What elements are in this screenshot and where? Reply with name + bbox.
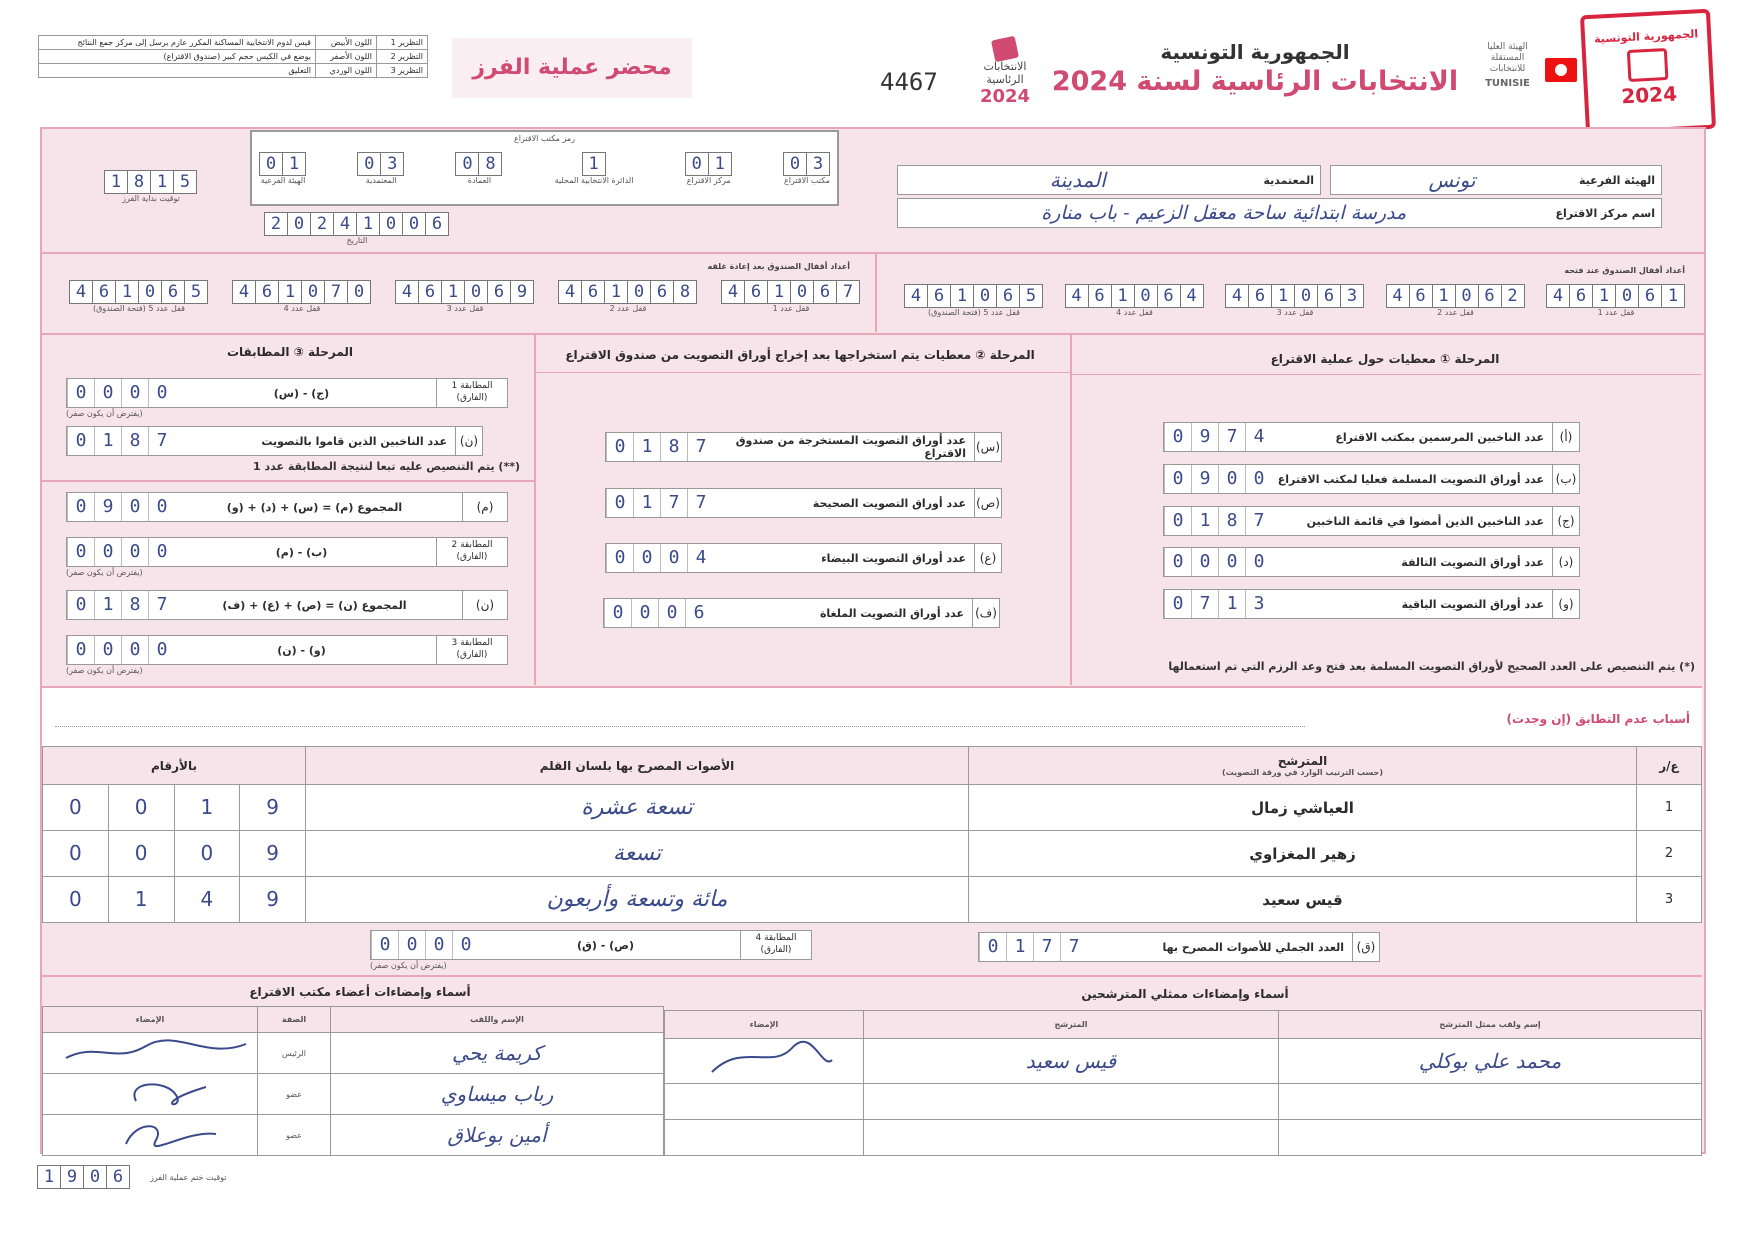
code-local-district: 1 الدائرة الانتخابية المحلية	[554, 154, 634, 185]
phase1-row-a: (أ) عدد الناخبين المرسمين بمكتب الاقتراع 0 9 7 4	[1163, 422, 1580, 452]
locks-after-title: أعداد أقفال الصندوق بعد إعادة غلقه	[707, 262, 850, 271]
rep-row	[665, 1084, 1702, 1120]
ballot-box-icon	[991, 36, 1019, 63]
locks-divider	[40, 252, 1704, 254]
start-time: 1 8 1 5 توقيت بداية الفرز	[105, 170, 197, 203]
match3-zero-note: (يفترض أن يكون صفر)	[66, 666, 143, 675]
member-row: كريمة يحي الرئيس	[43, 1033, 664, 1074]
match1-zero-note: (يفترض أن يكون صفر)	[66, 409, 143, 418]
lock-after-2: 4 6 1 0 6 8 قفل عدد 2	[559, 280, 697, 313]
member-row: رباب ميساوي عضو	[43, 1074, 664, 1115]
regional-field: الهيئة الفرعية تونس	[1330, 165, 1662, 195]
signature-image	[43, 1115, 258, 1156]
center-field: اسم مركز الاقتراع مدرسة ابتدائية ساحة معقل الزعيم - باب منارة	[897, 198, 1662, 228]
locks-after-group	[70, 280, 860, 313]
start-time-digits: 1 8 1 5	[105, 170, 197, 194]
members-header-row: الإسم واللقب الصفة الإمضاء	[43, 1007, 664, 1033]
date-digits: 2 0 2 4 1 0 0 6	[265, 212, 449, 236]
phase1-row-d: (د) عدد أوراق التصويت التالفة 0 0 0 0	[1163, 547, 1580, 577]
document-title-box	[452, 38, 692, 98]
phase1-row-w: (و) عدد أوراق التصويت الباقية 0 7 1 3	[1163, 589, 1580, 619]
phase2-row-ain: (ع) عدد أوراق التصويت البيضاء 0 0 0 4	[605, 543, 1002, 573]
phase1-row-j: (ج) عدد الناخبين الذين أمضوا في قائمة الناخبين 0 1 8 7	[1163, 506, 1580, 536]
match3-row: المطابقة 3 (الفارق) (و) - (ن) 0 0 0 0	[66, 635, 508, 665]
phase3-mid-divider	[42, 480, 534, 482]
signature-image	[665, 1039, 864, 1084]
date-field: 2 0 2 4 1 0 0 6 التاريخ	[265, 212, 449, 245]
voted-row: (ن) عدد الناخبين الذين قاموا بالتصويت 0 1 8 7	[66, 426, 483, 456]
code-delegation: 0 3 المعتمدية	[358, 152, 404, 185]
delegation-field: المعتمدية المدينة	[897, 165, 1321, 195]
lock-after-1: 4 6 1 0 6 7 قفل عدد 1	[722, 280, 860, 313]
document-title: محضر عملية الفرز	[472, 55, 672, 80]
phase1-title: المرحلة ① معطيات حول عملية الاقتراع	[1270, 352, 1500, 366]
match1-row: المطابقة 1 (الفارق) (ج) - (س) 0 0 0 0	[66, 378, 508, 408]
election-logo: الانتخابات الرئاسية 2024	[970, 38, 1040, 107]
code-office: 0 3 مكتب الاقتراع	[783, 154, 830, 185]
result-row: 2 زهير المغزاوي تسعة 0 0 0 9	[43, 831, 1702, 877]
lock-before-5: 4 6 1 0 6 5 قفل عدد 5 (فتحة الصندوق)	[905, 284, 1043, 317]
phase1-title-line	[1072, 374, 1702, 375]
sum-n-row: (ن) المجموع (ن) = (ص) + (ع) + (ف) 0 1 8 7	[66, 590, 508, 620]
result-row: 3 قيس سعيد مائة وتسعة وأربعون 0 1 4 9	[43, 877, 1702, 923]
copies-legend	[38, 35, 428, 78]
stamp-ballot-icon	[1627, 48, 1669, 82]
phase2-title: المرحلة ② معطيات يتم استخراجها بعد إخراج أوراق التصويت من صندوق الاقتراع	[565, 348, 1035, 362]
rep-row: محمد علي بوكلي قيس سعيد	[665, 1039, 1702, 1084]
election-title: الانتخابات الرئاسية لسنة 2024	[1051, 66, 1459, 97]
members-table	[42, 1006, 664, 1156]
phase2-title-line	[536, 372, 1070, 373]
match4-row: المطابقة 4 (الفارق) (ص) - (ق) 0 0 0 0	[370, 930, 812, 960]
total-votes-row: (ق) العدد الجملي للأصوات المصرح بها 0 1 7 7	[978, 932, 1380, 962]
phase1-row-b: (ب) عدد أوراق التصويت المسلمة فعليا لمكتب الاقتراع 0 9 0 0	[1163, 464, 1580, 494]
locks-before-group	[905, 284, 1685, 317]
signatures-divider	[42, 975, 1702, 977]
rep-row	[665, 1120, 1702, 1156]
result-row: 1 العياشي زمال تسعة عشرة 0 0 1 9	[43, 785, 1702, 831]
phase2-row-sad: (ص) عدد أوراق التصويت الصحيحة 0 1 7 7	[605, 488, 1002, 518]
phase3-title: المرحلة ③ المطابقات	[226, 345, 354, 359]
office-code-title: رمز مكتب الاقتراع	[513, 134, 576, 143]
serial-number: 4467	[880, 68, 938, 96]
lock-after-4: 4 6 1 0 7 0 قفل عدد 4	[233, 280, 371, 313]
results-table	[42, 746, 1702, 923]
locks-before-title: أعداد أقفال الصندوق عند فتحه	[1564, 266, 1685, 275]
signature-image	[43, 1074, 258, 1115]
lock-before-2: 4 6 1 0 6 2 قفل عدد 2	[1387, 284, 1525, 317]
phase2-row-s: (س) عدد أوراق التصويت المستخرجة من صندوق الاقتراع 0 1 8 7	[605, 432, 1002, 462]
code-regional: 0 1 الهيئة الفرعية	[260, 154, 306, 185]
lock-after-5: 4 6 1 0 6 5 قفل عدد 5 (فتحة الصندوق)	[70, 280, 208, 313]
legend-row: التظرير 2 اللون الأصفر يوضع في الكيس حجم كبير (صندوق الاقتراع)	[39, 50, 428, 64]
office-codes	[260, 152, 830, 185]
republic-title: الجمهورية التونسية	[1160, 40, 1350, 64]
results-header-row: ع/ر المترشح (حسب الترتيب الوارد في ورقة التصويت) الأصوات المصرح بها بلسان القلم بالأرقام	[43, 747, 1702, 785]
legend-row: التظرير 1 اللون الأبيض قيس لدوم الانتخابية المساكنة المكرر عازم يرسل إلى مركز جمع النتائج	[39, 36, 428, 50]
voted-note: (**) يتم التنصيص عليه تبعا لنتيجة المطابقة عدد 1	[253, 460, 520, 473]
end-time-digits: 1 9 0 6	[38, 1165, 130, 1189]
isie-logo: الهيئة العليا المستقلة للانتخابات TUNISIE	[1485, 42, 1530, 89]
reps-table	[664, 1010, 1702, 1156]
match2-zero-note: (يفترض أن يكون صفر)	[66, 568, 143, 577]
phase2-row-fa: (ف) عدد أوراق التصويت الملغاة 0 0 0 6	[603, 598, 1000, 628]
end-time: 1 9 0 6 توقيت ختم عملية الفرز	[38, 1165, 227, 1189]
discrepancy-label: أسباب عدم التطابق (إن وجدت)	[1506, 712, 1690, 726]
lock-before-1: 4 6 1 0 6 1 قفل عدد 1	[1547, 284, 1685, 317]
lock-before-3: 4 6 1 0 6 3 قفل عدد 3	[1226, 284, 1364, 317]
reps-title: أسماء وإمضاءات ممثلي المترشحين	[1081, 987, 1289, 1001]
code-imada: 0 8 العمادة	[456, 152, 502, 185]
official-stamp: الجمهورية التونسية 2024	[1580, 9, 1716, 136]
header-titles	[1050, 40, 1460, 97]
lock-after-3: 4 6 1 0 6 9 قفل عدد 3	[396, 280, 534, 313]
flag-icon	[1545, 58, 1577, 82]
match2-row: المطابقة 2 (الفارق) (ب) - (م) 0 0 0 0	[66, 537, 508, 567]
lock-before-4: 4 6 1 0 6 4 قفل عدد 4	[1066, 284, 1204, 317]
sum-m-row: (م) المجموع (م) = (س) + (د) + (و) 0 9 0 0	[66, 492, 508, 522]
discrepancy-line	[55, 726, 1305, 727]
code-center: 0 1 مركز الاقتراع	[686, 152, 732, 185]
signature-image	[43, 1033, 258, 1074]
legend-row: التظرير 3 اللون الوردي التعليق	[39, 64, 428, 78]
match4-zero-note: (يفترض أن يكون صفر)	[370, 961, 447, 970]
locks-mid-divider	[875, 252, 877, 332]
phase1-note: (*) يتم التنصيص على العدد الصحيح لأوراق التصويت المسلمة بعد فتح وعد الرزم التي تم استعمالها	[1168, 660, 1695, 673]
members-title: أسماء وإمضاءات أعضاء مكتب الاقتراع	[249, 985, 471, 999]
reps-header-row: إسم ولقب ممثل المترشح المترشح الإمضاء	[665, 1011, 1702, 1039]
member-row: أمين بوعلاق عضو	[43, 1115, 664, 1156]
